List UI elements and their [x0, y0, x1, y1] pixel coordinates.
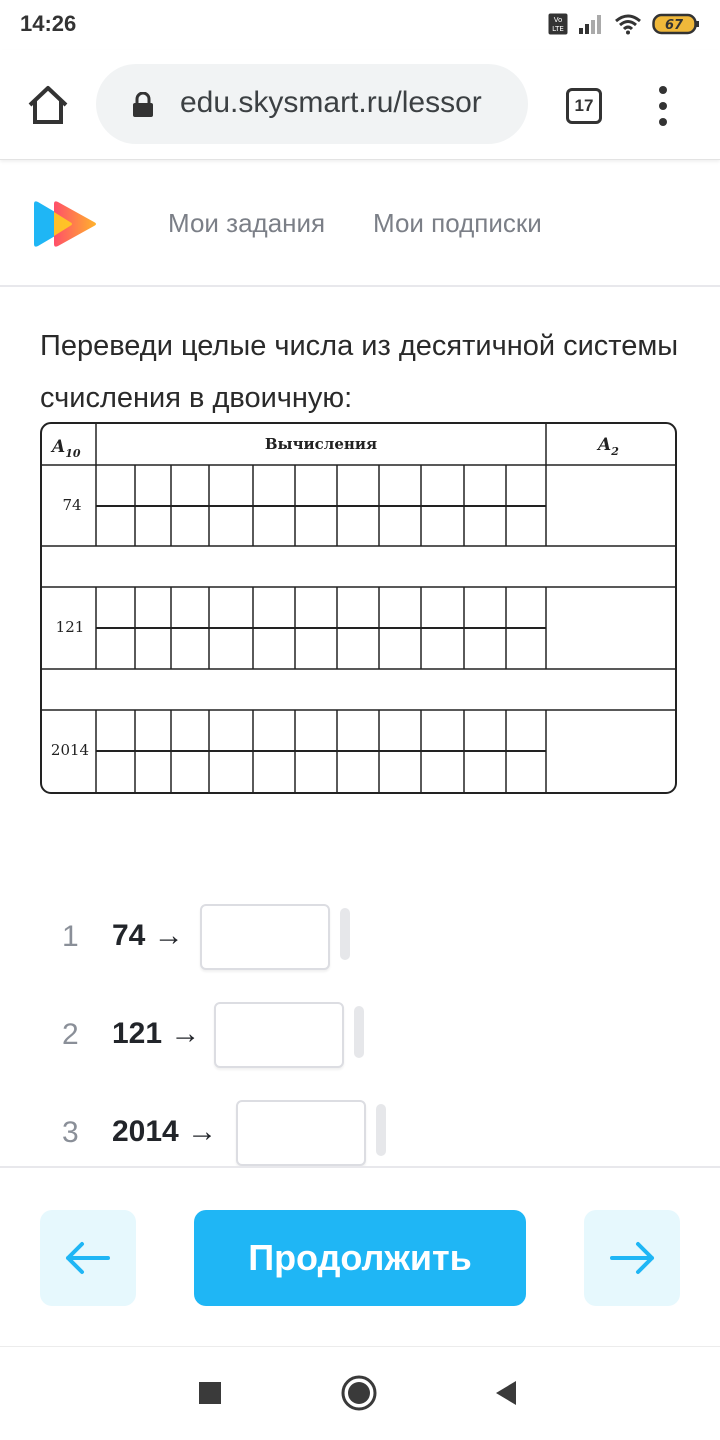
answer-row-3 — [0, 1100, 720, 1170]
nav-my-subscriptions[interactable]: Мои подписки — [373, 208, 542, 238]
answer-number: 1 — [62, 920, 79, 953]
answer-number: 2 — [62, 1018, 79, 1051]
status-bar — [0, 0, 720, 50]
skysmart-logo[interactable] — [32, 200, 98, 248]
answer-row-1 — [0, 904, 720, 974]
continue-button[interactable]: Продолжить — [194, 1210, 526, 1306]
answer-prompt: 2014 → — [112, 1115, 218, 1148]
answer-input-3[interactable] — [236, 1100, 366, 1166]
table-header-calc: Вычисления — [264, 435, 378, 453]
drag-handle[interactable] — [340, 908, 350, 960]
battery-icon — [652, 12, 700, 36]
status-icons — [548, 12, 700, 36]
wifi-icon — [614, 13, 642, 35]
back-button[interactable] — [40, 1210, 136, 1306]
battery-level: 67 — [664, 18, 684, 33]
address-bar[interactable] — [96, 64, 528, 144]
back-nav-icon[interactable] — [494, 1379, 518, 1407]
arrow-left-icon — [40, 1210, 136, 1306]
answer-prompt: 121 → — [112, 1017, 201, 1050]
table-row-121: 121 — [55, 618, 85, 636]
answer-prompt: 74 → — [112, 919, 184, 952]
lock-icon — [132, 92, 154, 118]
home-icon[interactable] — [26, 83, 70, 127]
table-header-a2: $A_2$ — [598, 435, 619, 458]
site-header — [0, 160, 720, 287]
drag-handle[interactable] — [376, 1104, 386, 1156]
answer-number: 3 — [62, 1116, 79, 1149]
browser-toolbar — [0, 50, 720, 160]
android-navigation-bar — [0, 1346, 720, 1440]
table-row-74: 74 — [62, 496, 82, 514]
table-header-a10: $A_{10}$ — [52, 437, 81, 460]
answer-row-2 — [0, 1002, 720, 1072]
home-nav-icon[interactable] — [341, 1375, 377, 1411]
forward-button[interactable] — [584, 1210, 680, 1306]
recents-icon[interactable] — [198, 1381, 222, 1405]
arrow-right-icon — [584, 1210, 680, 1306]
task-instruction: Переведи целые числа из десятичной системы счисления в двоичную: — [40, 330, 679, 414]
answer-input-2[interactable] — [214, 1002, 344, 1068]
answer-input-1[interactable] — [200, 904, 330, 970]
lesson-navigation — [0, 1166, 720, 1346]
table-row-2014: 2014 — [50, 741, 90, 759]
menu-icon[interactable] — [650, 86, 678, 126]
signal-icon — [578, 13, 604, 35]
drag-handle[interactable] — [354, 1006, 364, 1058]
svg-text:LTE: LTE — [552, 25, 564, 33]
nav-my-tasks[interactable]: Мои задания — [168, 208, 326, 238]
tabs-button[interactable]: 17 — [566, 88, 602, 124]
volte-icon — [548, 13, 568, 35]
url-text: edu.skysmart.ru/lessor — [180, 86, 482, 119]
svg-text:Vo: Vo — [553, 16, 563, 24]
conversion-table-image — [40, 422, 677, 794]
status-time: 14:26 — [20, 11, 77, 36]
